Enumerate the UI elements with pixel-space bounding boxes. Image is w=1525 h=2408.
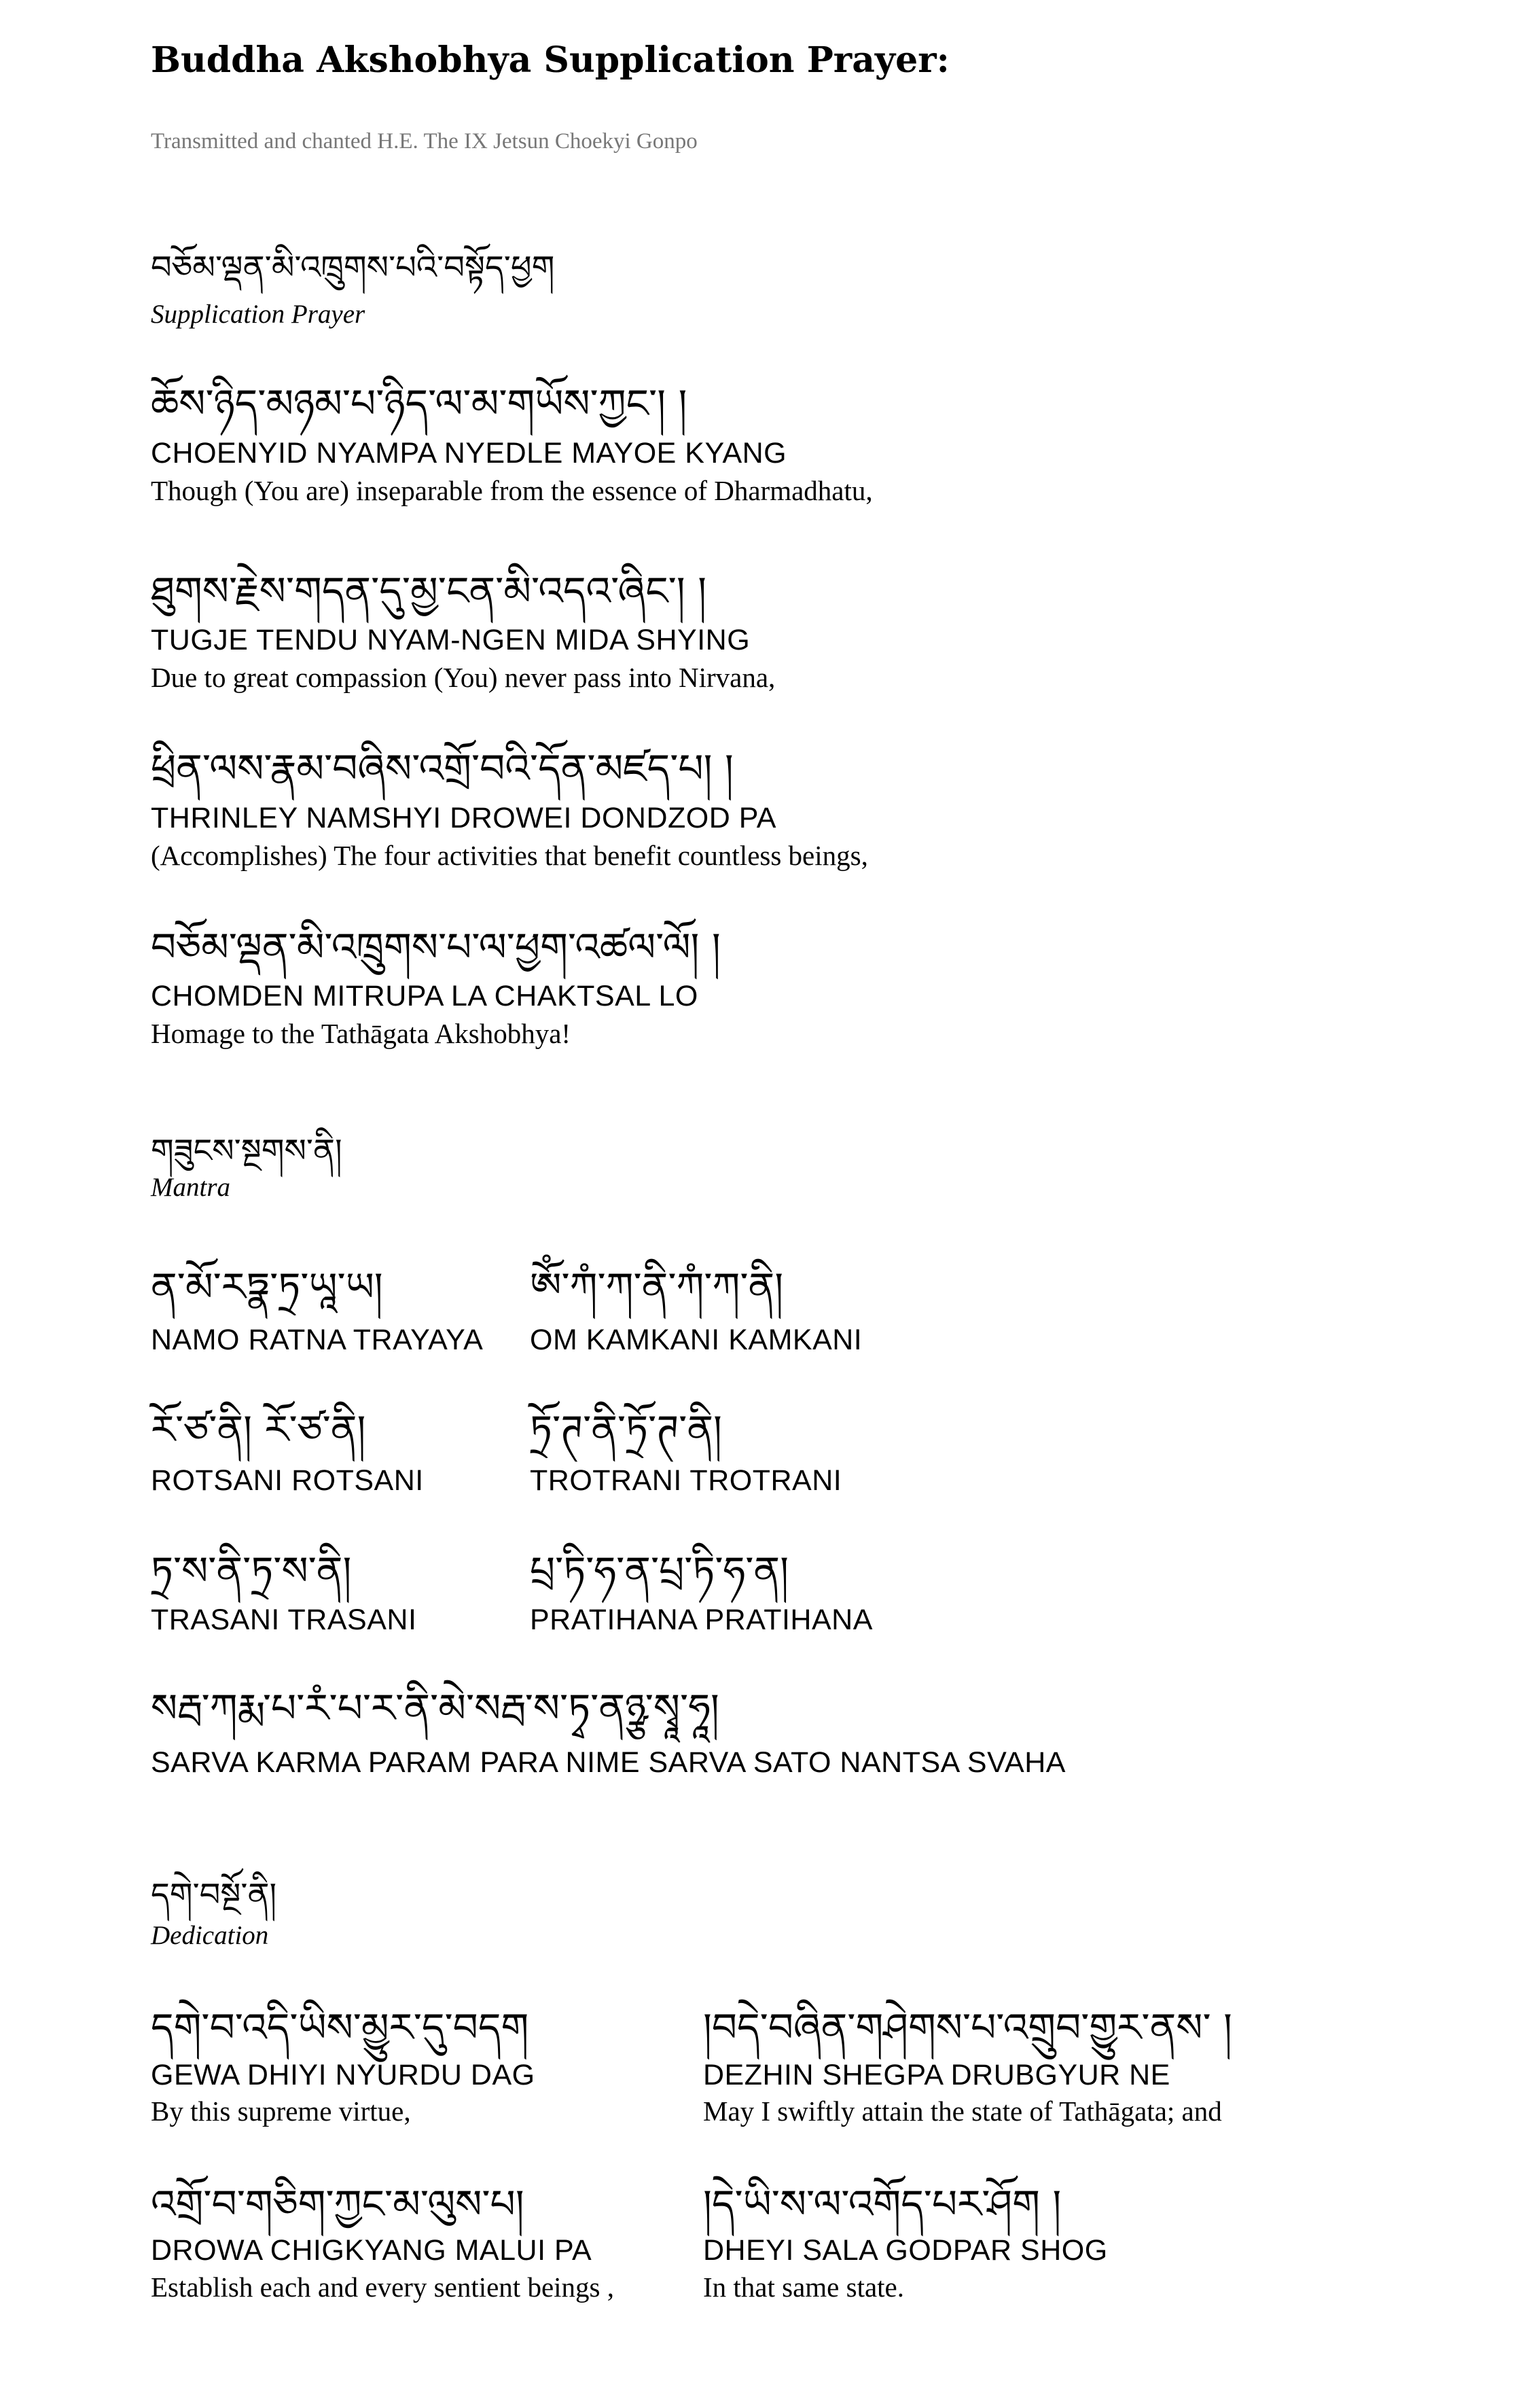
verse-1-phonetic: CHOENYID NYAMPA NYEDLE MAYOE KYANG [151, 437, 787, 470]
verse-1-tibetan: ཆོས་ཉིད་མཉམ་པ་ཉིད་ལ་མ་གཡོས་ཀྱང་། ། [151, 380, 687, 427]
mantra-final-tibetan: སརྦ་ཀརྨ་པ་རཾ་པ་ར་ནི་མེ་སརྦ་ས་ཏྭ་ནཉྩ་སྭཱ་ཧཱ། [151, 1685, 719, 1731]
document-subtitle: Transmitted and chanted H.E. The IX Jetsun Choekyi Gonpo [151, 129, 698, 154]
dedication-tibetan-heading: དགེ་བསྔོ་ནི། [151, 1876, 277, 1914]
dedication-row-2-left-tibetan: འགྲོ་བ་གཅིག་ཀྱང་མ་ལུས་པ། [151, 2181, 524, 2227]
dedication-row-2-right-translation: In that same state. [703, 2271, 905, 2303]
mantra-row-2-right-tibetan: ཏྲོ་ཊ་ནི་ཏྲོ་ཊ་ནི། [530, 1406, 722, 1453]
mantra-row-2-left: ROTSANI ROTSANI [151, 1464, 424, 1497]
dedication-row-1-right: DEZHIN SHEGPA DRUBGYUR NE [703, 2059, 1170, 2091]
mantra-row-3-left-tibetan: ཏྲ་ས་ནི་ཏྲ་ས་ནི། [151, 1548, 352, 1594]
mantra-row-1-right-tibetan: ཨོཾ་ཀཾ་ཀ་ནི་ཀཾ་ཀ་ནི། [530, 1264, 784, 1310]
mantra-row-3-right-tibetan: པྲ་ཏི་ཧ་ན་པྲ་ཏི་ཧ་ན། [530, 1548, 789, 1594]
document-title: Buddha Akshobhya Supplication Prayer: [151, 39, 950, 81]
verse-4-tibetan: བཅོམ་ལྡན་མི་འཁྲུགས་པ་ལ་ཕྱག་འཚལ་ལོ། ། [151, 924, 721, 970]
mantra-row-1-right: OM KAMKANI KAMKANI [530, 1324, 863, 1356]
dedication-row-2-right: DHEYI SALA GODPAR SHOG [703, 2234, 1108, 2267]
mantra-row-3-left: TRASANI TRASANI [151, 1604, 417, 1636]
mantra-row-2-right: TROTRANI TROTRANI [530, 1464, 842, 1497]
mantra-row-2-left-tibetan: རོ་ཙ་ནི། རོ་ཙ་ནི། [151, 1406, 366, 1453]
verse-4-translation: Homage to the Tathāgata Akshobhya! [151, 1018, 571, 1049]
supplication-heading: Supplication Prayer [151, 300, 365, 329]
dedication-row-2-left-translation: Establish each and every sentient beings , [151, 2271, 614, 2303]
verse-2-tibetan: ཐུགས་རྗེས་གདན་དུ་མྱ་ངན་མི་འདའ་ཞིང་། ། [151, 568, 706, 614]
dedication-row-1-left-tibetan: དགེ་བ་འདི་ཡིས་མྱུར་དུ་བདག [151, 2004, 529, 2051]
supplication-tibetan-heading: བཅོམ་ལྡན་མི་འཁྲུགས་པའི་བསྟོད་ཕྱག [151, 249, 555, 287]
verse-1-translation: Though (You are) inseparable from the essence of Dharmadhatu, [151, 475, 873, 506]
dedication-row-2-left: DROWA CHIGKYANG MALUI PA [151, 2234, 592, 2267]
dedication-row-1-left: GEWA DHIYI NYURDU DAG [151, 2059, 535, 2091]
dedication-row-1-right-tibetan: །བདེ་བཞིན་གཤེགས་པ་འགྲུབ་གྱུར་ནས་ ། [703, 2004, 1232, 2051]
dedication-heading: Dedication [151, 1921, 269, 1950]
verse-4-phonetic: CHOMDEN MITRUPA LA CHAKTSAL LO [151, 980, 698, 1012]
dedication-row-1-right-translation: May I swiftly attain the state of Tathāgata; and [703, 2095, 1222, 2127]
mantra-row-3-right: PRATIHANA PRATIHANA [530, 1604, 873, 1636]
mantra-row-1-left: NAMO RATNA TRAYAYA [151, 1324, 484, 1356]
verse-2-translation: Due to great compassion (You) never pass into Nirvana, [151, 662, 776, 693]
verse-3-phonetic: THRINLEY NAMSHYI DROWEI DONDZOD PA [151, 802, 776, 834]
mantra-row-1-left-tibetan: ན་མོ་རཏྣ་ཏྲ་ཡཱ་ཡ། [151, 1264, 383, 1310]
dedication-row-2-right-tibetan: །དེ་ཡི་ས་ལ་འགོད་པར་ཤོག ། [703, 2181, 1062, 2227]
mantra-tibetan-heading: གཟུངས་སྔགས་ནི། [151, 1132, 342, 1170]
verse-2-phonetic: TUGJE TENDU NYAM-NGEN MIDA SHYING [151, 624, 751, 656]
mantra-final: SARVA KARMA PARAM PARA NIME SARVA SATO NANTSA SVAHA [151, 1746, 1066, 1779]
dedication-row-1-left-translation: By this supreme virtue, [151, 2095, 411, 2127]
verse-3-tibetan: ཕྲིན་ལས་རྣམ་བཞིས་འགྲོ་བའི་དོན་མཛད་པ། ། [151, 745, 734, 792]
mantra-heading: Mantra [151, 1173, 230, 1202]
verse-3-translation: (Accomplishes) The four activities that benefit countless beings, [151, 840, 868, 871]
